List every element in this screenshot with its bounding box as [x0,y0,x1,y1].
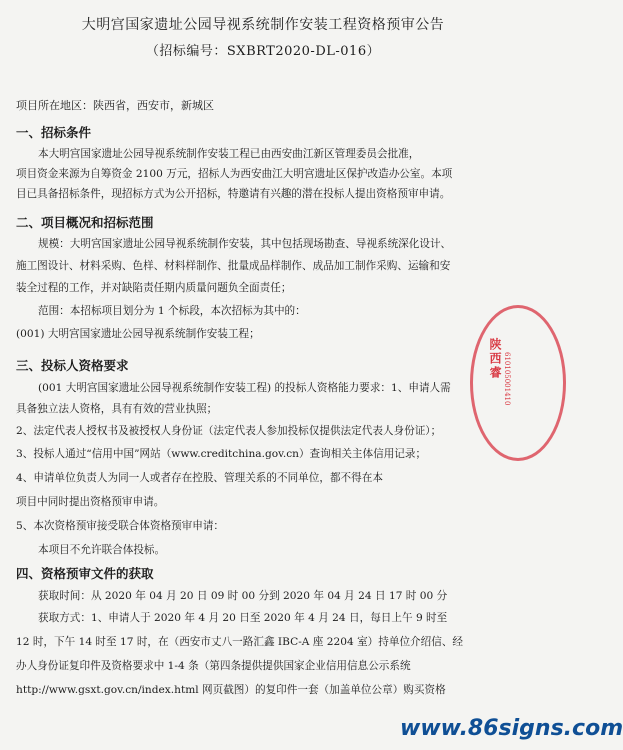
section-4-line-2: 获取方式：1、申请人于 2020 年 4 月 20 日至 2020 年 4 月 24 日，每日上午 9 时至 [38,612,448,624]
section-2-line-4: 范围：本招标项目划分为 1 个标段，本次招标为其中的： [38,305,306,317]
section-3-line-1: (001 大明宫国家遗址公园导视系统制作安装工程) 的投标人资格能力要求：1、申请人需 [38,382,451,394]
section-1-line-3: 目已具备招标条件，现招标方式为公开招标，特邀请有兴趣的潜在投标人提出资格预审申请。 [16,188,451,200]
section-heading-2: 二、项目概况和招标范围 [16,215,154,230]
section-3-line-2: 具备独立法人资格，具有有效的营业执照； [16,403,218,415]
section-3-line-3: 2、法定代表人授权书及被授权人身份证（法定代表人参加投标仅提供法定代表人身份证）； [16,425,442,437]
tender-code: （招标编号：SXBRT2020-DL-016） [145,44,381,59]
watermark: www.86signs.com [400,716,623,741]
section-3-line-7: 5、本次资格预审接受联合体资格预审申请： [16,520,225,532]
section-heading-4: 四、资格预审文件的获取 [16,566,154,581]
document-title: 大明宫国家遗址公园导视系统制作安装工程资格预审公告 [81,17,445,33]
section-4-line-3: 12 时，下午 14 时至 17 时，在（西安市丈八一路汇鑫 IBC-A 座 2204 室）持单位介绍信、经 [16,636,464,648]
section-3-line-6: 项目中同时提出资格预审申请。 [16,496,165,508]
project-location: 项目所在地区：陕西省，西安市，新城区 [16,99,214,112]
section-4-line-5: http://www.gsxt.gov.cn/index.html 网页截图）的复印件一套（加盖单位公章）购买资格 [16,684,446,696]
seal-number: 610105001410 [503,352,511,406]
section-2-line-5: (001) 大明宫国家遗址公园导视系统制作安装工程； [16,328,260,340]
section-1-line-2: 项目资金来源为自筹资金 2100 万元，招标人为西安曲江大明宫遗址区保护改造办公室。本项 [16,168,453,180]
section-2-line-3: 装全过程的工作，并对缺陷责任期内质量问题负全面责任； [16,282,292,294]
section-heading-1: 一、招标条件 [16,125,92,140]
official-seal [470,305,566,461]
section-3-line-5: 4、申请单位负责人为同一人或者存在控股、管理关系的不同单位，都不得在本 [16,472,383,484]
seal-text: 陕西睿 [488,338,502,380]
section-4-line-1: 获取时间：从 2020 年 04 月 20 日 09 时 00 分到 2020 年 04 月 24 日 17 时 00 分 [38,590,448,602]
section-3-line-8: 本项目不允许联合体投标。 [38,544,166,556]
section-4-line-4: 办人身份证复印件及资格要求中 1-4 条（第四条提供提供国家企业信用信息公示系统 [16,660,411,672]
section-2-line-2: 施工图设计、材料采购、色样、材料样制作、批量成品样制作、成品加工制作采购、运输和安 [16,260,451,272]
section-heading-3: 三、投标人资格要求 [16,358,129,373]
section-2-line-1: 规模：大明宫国家遗址公园导视系统制作安装，其中包括现场勘查、导视系统深化设计、 [38,238,452,250]
section-3-line-4: 3、投标人通过“信用中国”网站（www.creditchina.gov.cn）查询相关主体信用记录； [16,448,427,460]
section-1-line-1: 本大明宫国家遗址公园导视系统制作安装工程已由西安曲江新区管理委员会批准， [38,148,420,160]
